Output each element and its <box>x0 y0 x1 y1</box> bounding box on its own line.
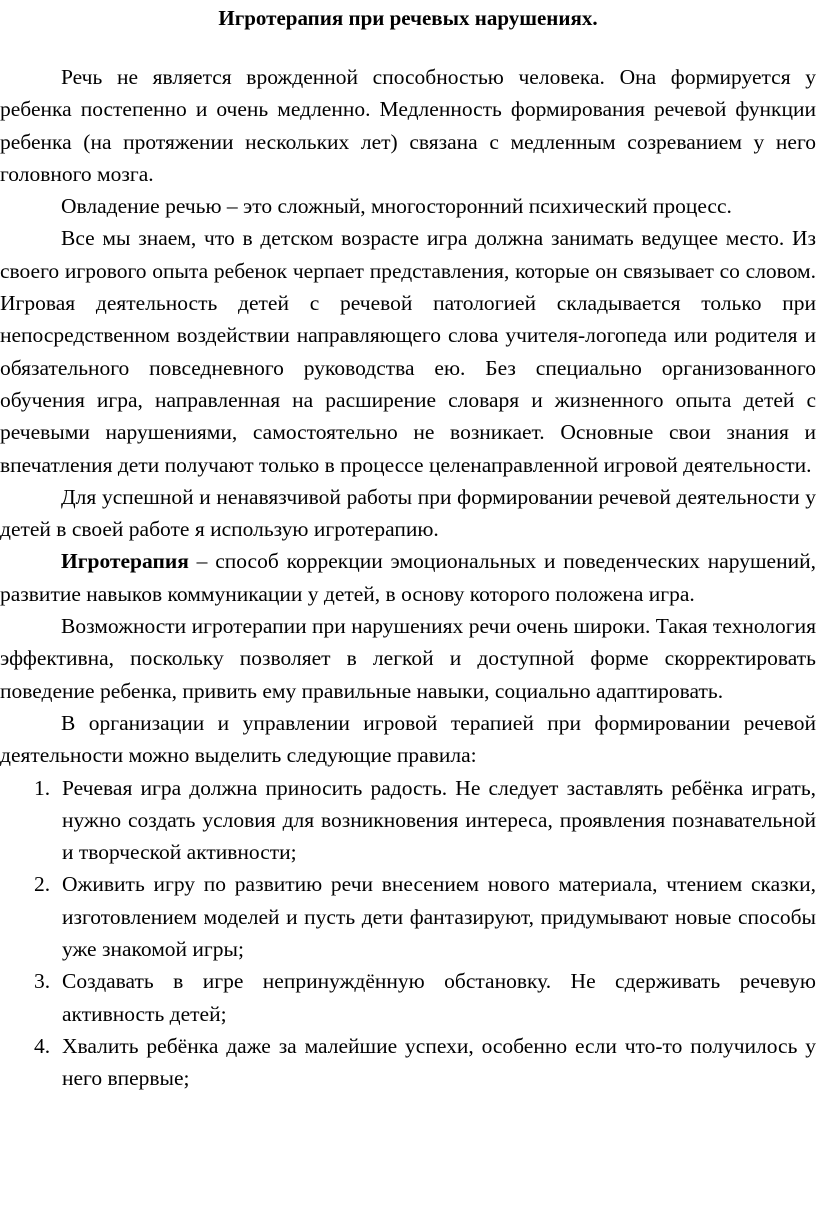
paragraph-3: Все мы знаем, что в детском возрасте игра должна занимать ведущее место. Из своего игрового опыта ребенок черпает представления, которые он связывает со словом. Игровая деятельность детей с речевой патологией складывается только при непосредственном воздействии направляющего слова учителя-логопеда или родителя и обязательного повседневного руководства ею. Без специально организованного обучения игра, направленная на расширение словаря и жизненного опыта детей с речевыми нарушениями, самостоятельно не возникает. Основные свои знания и впечатления дети получают только в процессе целенаправленной игровой деятельности. <box>0 226 816 477</box>
rule-item-1 <box>0 772 816 869</box>
document-body <box>0 61 816 1095</box>
paragraph-1: Речь не является врожденной способностью человека. Она формируется у ребенка постепенно и очень медленно. Медленность формирования речевой функции ребенка (на протяжении нескольких лет) связана с медленным созреванием у него головного мозга. <box>0 65 816 186</box>
rule-text: Хвалить ребёнка даже за малейшие успехи, особенно если что-то получилось у него впервые; <box>62 1033 816 1091</box>
definition-paragraph <box>0 545 816 610</box>
rule-text: Оживить игру по развитию речи внесением нового материала, чтением сказки, изготовлением моделей и пусть дети фантазируют, придумывают новые способы уже знакомой игры; <box>62 872 816 962</box>
definition-term: Игротерапия <box>61 549 189 574</box>
paragraph-5: Возможности игротерапии при нарушениях речи очень широки. Такая технология эффективна, поскольку позволяет в легкой и доступной форме скорректировать поведение ребенка, привить ему правильные навыки, социально адаптировать. <box>0 614 816 703</box>
document-title: Игротерапия при речевых нарушениях. <box>218 6 598 30</box>
rule-number: 4. <box>34 1033 51 1058</box>
rules-list <box>0 772 816 1095</box>
rule-item-4 <box>0 1030 816 1095</box>
rule-number: 1. <box>34 775 51 800</box>
rule-item-3 <box>0 965 816 1030</box>
rule-number: 3. <box>34 969 51 994</box>
paragraph-6: В организации и управлении игровой терапией при формировании речевой деятельности можно выделить следующие правила: <box>0 710 816 768</box>
rule-number: 2. <box>34 872 51 897</box>
definition-text: – способ коррекции эмоциональных и поведенческих нарушений, развитие навыков коммуникации у детей, в основу которого положена игра. <box>0 549 816 606</box>
rule-item-2 <box>0 868 816 965</box>
rule-text: Речевая игра должна приносить радость. Не следует заставлять ребёнка играть, нужно создать условия для возникновения интереса, проявления познавательной и творческой активности; <box>62 775 816 865</box>
rule-text: Создавать в игре непринуждённую обстановку. Не сдерживать речевую активность детей; <box>62 969 816 1026</box>
paragraph-2: Овладение речью – это сложный, многосторонний психический процесс. <box>61 194 732 219</box>
paragraph-4: Для успешной и ненавязчивой работы при формировании речевой деятельности у детей в своей работе я использую игротерапию. <box>0 484 816 542</box>
